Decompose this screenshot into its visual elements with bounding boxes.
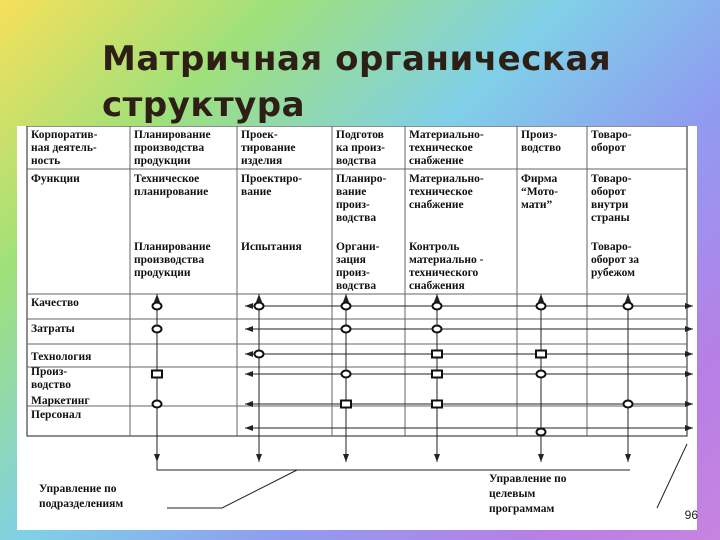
header-cell-line: снабжение <box>409 155 464 167</box>
slide-title-line-2: структура <box>102 85 306 125</box>
function-cell-line: Проектиро- <box>241 173 303 185</box>
arrow-head <box>685 351 693 357</box>
caption-left-line: Управление по <box>39 483 117 495</box>
function-cell-secondary-line: материально - <box>409 254 484 266</box>
function-cell-secondary-line: Планирование <box>134 241 211 253</box>
matrix-svg <box>17 126 697 530</box>
arrow-head <box>245 326 253 332</box>
header-cell-line: оборот <box>591 142 626 154</box>
marker-circle <box>342 303 351 310</box>
caption-right-line: программам <box>489 503 555 515</box>
function-cell-secondary-line: водства <box>336 280 377 292</box>
flow-arrows <box>154 294 693 508</box>
slide-title <box>102 36 662 128</box>
marker-circle <box>153 326 162 333</box>
row-label-line: Персонал <box>31 409 82 421</box>
arrow-head <box>245 371 253 377</box>
function-cell-line: Функции <box>31 173 80 185</box>
matrix-markers <box>152 303 633 436</box>
page-number: 96 <box>684 508 698 522</box>
function-cell-secondary <box>134 241 211 279</box>
function-cell-line: Материально- <box>409 173 484 185</box>
caption-right-line: целевым <box>489 488 536 500</box>
matrix-diagram <box>17 126 697 530</box>
marker-circle <box>624 401 633 408</box>
header-cell-line: изделия <box>241 155 283 167</box>
arrow-head <box>343 294 349 302</box>
header-cell <box>591 129 632 154</box>
row-label-line: Качество <box>31 297 79 309</box>
function-cell <box>336 173 387 224</box>
marker-circle <box>153 401 162 408</box>
arrow-head <box>245 303 253 309</box>
marker-circle <box>342 371 351 378</box>
row-label-line: Произ- <box>31 366 68 378</box>
arrow-head <box>685 425 693 431</box>
marker-circle <box>255 351 264 358</box>
header-cell-line: техническое <box>409 142 473 154</box>
function-cell-secondary-line: Контроль <box>409 241 460 253</box>
row-label-line: водство <box>31 379 72 391</box>
arrow-head <box>685 401 693 407</box>
function-cell-secondary-line: снабжения <box>409 280 465 292</box>
function-cell-secondary <box>241 241 302 253</box>
header-cell-line: водство <box>521 142 562 154</box>
arrow-head <box>538 294 544 302</box>
function-cell <box>591 173 632 224</box>
arrow-head <box>154 454 160 462</box>
function-cell-secondary-line: Органи- <box>336 241 380 253</box>
header-cell-line: ка произ- <box>336 142 385 154</box>
header-cell-line: водства <box>336 155 377 167</box>
arrow-head <box>434 294 440 302</box>
marker-circle <box>433 303 442 310</box>
header-cell <box>409 129 484 167</box>
header-cell <box>31 129 98 167</box>
arrow-head <box>625 294 631 302</box>
function-cell-line: Товаро- <box>591 173 632 185</box>
arrow-head <box>245 351 253 357</box>
function-cell-line: водства <box>336 212 377 224</box>
function-cell-secondary-line: производства <box>134 254 205 266</box>
arrow-head <box>256 454 262 462</box>
function-cell-secondary <box>409 241 484 292</box>
function-cell-line: снабжение <box>409 199 464 211</box>
row-label-line: Затраты <box>31 323 75 335</box>
function-cell <box>134 173 208 198</box>
marker-circle <box>537 429 546 436</box>
function-cell-line: вание <box>336 186 367 198</box>
function-cell-secondary <box>336 241 380 292</box>
header-cell-line: Произ- <box>521 129 558 141</box>
function-cell-line: планирование <box>134 186 209 198</box>
function-cell-secondary <box>591 241 639 279</box>
header-cell-line: Планирование <box>134 129 211 141</box>
marker-circle <box>537 303 546 310</box>
function-cell-secondary-line: технического <box>409 267 479 279</box>
arrow-head <box>685 326 693 332</box>
caption-left-line: подразделениям <box>39 498 124 510</box>
row-label <box>31 323 75 335</box>
function-cell-secondary-line: Испытания <box>241 241 302 253</box>
arrow-head <box>685 371 693 377</box>
arrow-head <box>154 294 160 302</box>
marker-circle <box>255 303 264 310</box>
header-cell-line: Корпоратив- <box>31 129 98 141</box>
marker-square <box>432 351 442 358</box>
function-cell-line: мати” <box>521 199 553 211</box>
marker-square <box>536 351 546 358</box>
function-cell-line: вание <box>241 186 272 198</box>
captions <box>39 473 567 515</box>
table-cells <box>31 129 639 421</box>
function-cell-secondary-line: зация <box>336 254 366 266</box>
marker-circle <box>153 303 162 310</box>
function-cell-line: Планиро- <box>336 173 387 185</box>
arrow-head <box>434 454 440 462</box>
row-label-line: Технология <box>31 351 92 363</box>
caption-pointer-right <box>657 444 687 508</box>
bottom-connector <box>157 462 630 470</box>
slide-title-line-1: Матричная органическая <box>102 39 612 79</box>
row-label <box>31 297 79 309</box>
function-cell-secondary-line: Товаро- <box>591 241 632 253</box>
function-cell-line: произ- <box>336 199 370 211</box>
marker-circle <box>537 371 546 378</box>
arrow-head <box>538 454 544 462</box>
marker-circle <box>624 303 633 310</box>
header-cell-line: Товаро- <box>591 129 632 141</box>
function-cell-line: “Мото- <box>521 186 559 198</box>
caption-right-line: Управление по <box>489 473 567 485</box>
caption-left <box>39 483 123 510</box>
function-cell-secondary-line: рубежом <box>591 267 635 279</box>
arrow-head <box>343 454 349 462</box>
function-cell-line: техническое <box>409 186 473 198</box>
row-label <box>31 366 71 391</box>
function-cell <box>521 173 558 211</box>
function-cell-line: оборот <box>591 186 626 198</box>
function-cell <box>409 173 484 211</box>
header-cell-line: Проек- <box>241 129 278 141</box>
header-cell <box>134 129 211 167</box>
header-cell-line: ная деятель- <box>31 142 97 154</box>
marker-square <box>432 371 442 378</box>
function-cell-secondary-line: оборот за <box>591 254 639 266</box>
header-cell-line: тирование <box>241 142 296 154</box>
marker-square <box>432 401 442 408</box>
caption-pointer-left <box>167 470 297 508</box>
header-cell-line: Подготов <box>336 129 384 141</box>
header-cell <box>241 129 295 167</box>
arrow-head <box>685 303 693 309</box>
function-cell-secondary-line: продукции <box>134 267 191 279</box>
arrow-head <box>245 425 253 431</box>
caption-right <box>489 473 567 515</box>
row-label <box>31 351 91 363</box>
function-cell-line: Фирма <box>521 173 558 185</box>
function-cell-line: внутри <box>591 199 629 211</box>
marker-circle <box>342 326 351 333</box>
row-label <box>31 395 90 407</box>
marker-square <box>341 401 351 408</box>
row-label-line: Маркетинг <box>31 395 90 407</box>
header-cell-line: Материально- <box>409 129 484 141</box>
row-label <box>31 409 82 421</box>
header-cell-line: ность <box>31 155 61 167</box>
function-cell <box>241 173 302 198</box>
arrow-head <box>625 454 631 462</box>
function-cell <box>31 173 80 185</box>
marker-square <box>152 371 162 378</box>
arrow-head <box>256 294 262 302</box>
header-cell-line: производства <box>134 142 205 154</box>
function-cell-line: Техническое <box>134 173 200 185</box>
function-cell-secondary-line: произ- <box>336 267 370 279</box>
marker-circle <box>433 326 442 333</box>
header-cell <box>336 129 385 167</box>
header-cell <box>521 129 561 154</box>
function-cell-line: страны <box>591 212 630 224</box>
header-cell-line: продукции <box>134 155 191 167</box>
